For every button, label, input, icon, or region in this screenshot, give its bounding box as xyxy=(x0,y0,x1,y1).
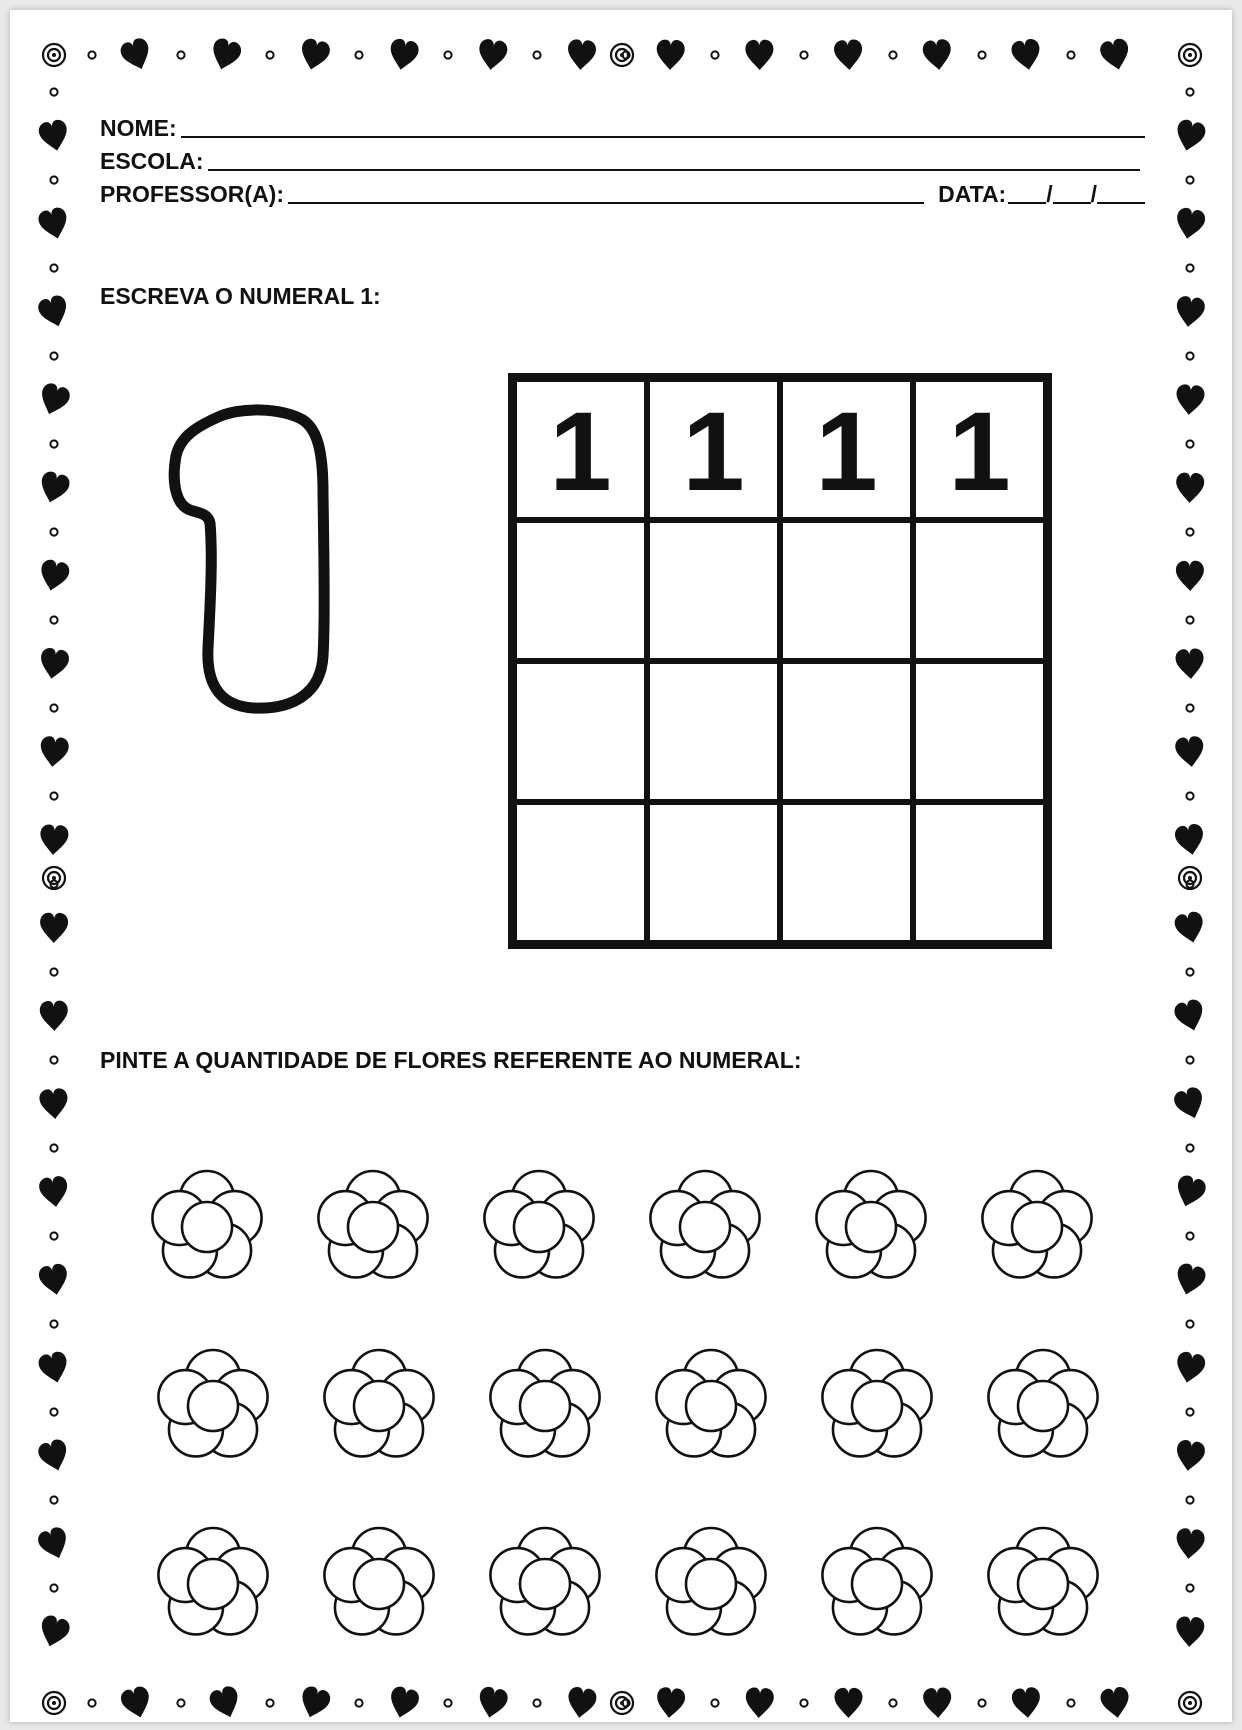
dot-ornament-icon xyxy=(1186,1496,1193,1503)
heart-icon xyxy=(39,824,69,856)
date-month-blank[interactable] xyxy=(1053,180,1091,204)
heart-icon xyxy=(1175,648,1205,680)
dot-ornament-icon xyxy=(50,792,57,799)
school-label: ESCOLA: xyxy=(100,148,204,174)
grid-cell[interactable] xyxy=(514,661,647,802)
dot-ornament-icon xyxy=(800,1699,807,1706)
date-separator-2: / xyxy=(1090,181,1097,207)
heart-icon xyxy=(1172,1085,1208,1123)
heart-icon xyxy=(835,1688,863,1718)
dot-ornament-icon xyxy=(978,51,985,58)
dot-ornament-icon xyxy=(1186,1144,1193,1151)
dot-ornament-icon xyxy=(50,1408,57,1415)
dot-ornament-icon xyxy=(1186,1408,1193,1415)
heart-icon xyxy=(1174,295,1206,329)
heart-icon xyxy=(566,39,597,72)
heart-icon xyxy=(40,913,69,944)
dot-ornament-icon xyxy=(355,51,362,58)
heart-icon xyxy=(1175,384,1206,417)
name-blank-line[interactable] xyxy=(181,114,1145,138)
target-ornament-icon xyxy=(43,44,65,66)
dot-ornament-icon xyxy=(711,1699,718,1706)
dot-ornament-icon xyxy=(50,1320,57,1327)
dot-ornament-icon xyxy=(1186,704,1193,711)
dot-ornament-icon xyxy=(50,88,57,95)
dot-ornament-icon xyxy=(50,1056,57,1063)
heart-icon xyxy=(922,38,953,71)
grid-numeral: 1 xyxy=(948,388,1011,514)
dot-ornament-icon xyxy=(889,51,896,58)
heart-icon xyxy=(36,381,72,419)
dot-ornament-icon xyxy=(266,51,273,58)
grid-cell[interactable] xyxy=(780,520,913,661)
heart-icon xyxy=(1173,910,1207,946)
dot-ornament-icon xyxy=(444,51,451,58)
dot-ornament-icon xyxy=(177,51,184,58)
dot-ornament-icon xyxy=(50,704,57,711)
date-label: DATA: xyxy=(938,181,1007,207)
heart-icon xyxy=(1173,1350,1207,1385)
grid-cell[interactable] xyxy=(514,802,647,943)
dot-ornament-icon xyxy=(800,51,807,58)
heart-icon xyxy=(119,1685,154,1722)
grid-numeral: 1 xyxy=(549,388,612,514)
target-ornament-icon xyxy=(43,867,65,889)
heart-icon xyxy=(37,206,72,242)
grid-cell[interactable] xyxy=(913,379,1046,520)
grid-cell[interactable] xyxy=(647,661,780,802)
dot-ornament-icon xyxy=(1186,88,1193,95)
heart-icon xyxy=(36,293,72,330)
dot-ornament-icon xyxy=(1186,264,1193,271)
numeral-one-outline[interactable] xyxy=(168,398,358,728)
dot-ornament-icon xyxy=(1186,1056,1193,1063)
teacher-label: PROFESSOR(A): xyxy=(100,181,284,207)
heart-icon xyxy=(1010,38,1043,73)
school-field-row[interactable] xyxy=(100,145,1140,175)
heart-icon xyxy=(1173,206,1206,241)
dot-ornament-icon xyxy=(50,1144,57,1151)
heart-icon xyxy=(745,1687,775,1719)
heart-icon xyxy=(36,470,71,507)
grid-cell[interactable] xyxy=(514,520,647,661)
dot-ornament-icon xyxy=(1186,176,1193,183)
grid-numeral: 1 xyxy=(815,388,878,514)
grid-numeral: 1 xyxy=(682,388,745,514)
heart-icon xyxy=(1175,1527,1206,1560)
heart-icon xyxy=(207,1684,243,1722)
target-ornament-icon xyxy=(1179,867,1201,889)
heart-icon xyxy=(1011,1686,1042,1719)
heart-icon xyxy=(37,558,71,594)
dot-ornament-icon xyxy=(1186,1232,1193,1239)
dot-ornament-icon xyxy=(50,968,57,975)
target-ornament-icon xyxy=(1179,44,1201,66)
heart-icon xyxy=(1173,118,1207,154)
dot-ornament-icon xyxy=(889,1699,896,1706)
heart-icon xyxy=(38,647,71,682)
target-ornament-icon xyxy=(1179,1692,1201,1714)
heart-icon xyxy=(36,1613,72,1650)
dot-ornament-icon xyxy=(533,51,540,58)
dot-ornament-icon xyxy=(1186,792,1193,799)
heart-icon xyxy=(476,1685,510,1720)
heart-icon xyxy=(565,1686,597,1720)
grid-cell[interactable] xyxy=(647,379,780,520)
date-year-blank[interactable] xyxy=(1097,180,1145,204)
grid-cell[interactable] xyxy=(913,661,1046,802)
heart-icon xyxy=(1174,735,1205,768)
dot-ornament-icon xyxy=(1186,616,1193,623)
dot-ornament-icon xyxy=(50,1496,57,1503)
dot-ornament-icon xyxy=(444,1699,451,1706)
dot-ornament-icon xyxy=(1186,1584,1193,1591)
dot-ornament-icon xyxy=(50,176,57,183)
grid-cell[interactable] xyxy=(647,520,780,661)
dot-ornament-icon xyxy=(50,616,57,623)
dot-ornament-icon xyxy=(50,440,57,447)
dot-ornament-icon xyxy=(88,51,95,58)
heart-icon xyxy=(118,36,155,74)
dot-ornament-icon xyxy=(50,1584,57,1591)
dot-ornament-icon xyxy=(177,1699,184,1706)
heart-icon xyxy=(39,1000,68,1031)
grid-cell[interactable] xyxy=(514,379,647,520)
heart-icon xyxy=(1174,1439,1206,1473)
date-separator-1: / xyxy=(1046,181,1053,207)
heart-icon xyxy=(656,39,685,70)
heart-icon xyxy=(387,37,420,72)
heart-icon xyxy=(37,118,71,153)
heart-icon xyxy=(1173,1262,1208,1298)
dot-ornament-icon xyxy=(1186,1320,1193,1327)
dot-ornament-icon xyxy=(50,1232,57,1239)
name-field-row[interactable] xyxy=(100,112,1145,142)
heart-icon xyxy=(655,1686,686,1719)
dot-ornament-icon xyxy=(1186,968,1193,975)
writing-grid xyxy=(508,373,1052,949)
name-label: NOME: xyxy=(100,115,177,141)
dot-ornament-icon xyxy=(1067,1699,1074,1706)
heart-icon xyxy=(1175,1616,1205,1648)
heart-icon xyxy=(745,40,774,71)
section-paint-title: PINTE A QUANTIDADE DE FLORES REFERENTE AO NUMERAL: xyxy=(100,1047,802,1073)
heart-icon xyxy=(38,1175,70,1209)
dot-ornament-icon xyxy=(533,1699,540,1706)
heart-icon xyxy=(38,735,69,768)
dot-ornament-icon xyxy=(50,352,57,359)
dot-ornament-icon xyxy=(1186,352,1193,359)
heart-icon xyxy=(39,1088,70,1121)
heart-icon xyxy=(37,1262,70,1297)
heart-icon xyxy=(923,1687,953,1719)
grid-cell[interactable] xyxy=(913,520,1046,661)
dot-ornament-icon xyxy=(1186,440,1193,447)
heart-icon xyxy=(1099,1686,1131,1720)
heart-icon xyxy=(1172,998,1207,1035)
school-blank-line[interactable] xyxy=(208,147,1141,171)
dot-ornament-icon xyxy=(88,1699,95,1706)
dot-ornament-icon xyxy=(50,528,57,535)
dot-ornament-icon xyxy=(50,264,57,271)
dot-ornament-icon xyxy=(266,1699,273,1706)
heart-icon xyxy=(833,39,863,71)
grid-cell[interactable] xyxy=(780,379,913,520)
grid-cell[interactable] xyxy=(913,802,1046,943)
dot-ornament-icon xyxy=(978,1699,985,1706)
grid-cell[interactable] xyxy=(647,802,780,943)
heart-icon xyxy=(37,1350,71,1386)
heart-icon xyxy=(1174,823,1207,858)
heart-icon xyxy=(477,38,509,72)
heart-icon xyxy=(297,1684,333,1721)
dot-ornament-icon xyxy=(355,1699,362,1706)
heart-icon xyxy=(1176,561,1205,592)
heart-icon xyxy=(297,37,331,73)
heart-icon xyxy=(386,1685,421,1721)
teacher-blank-line[interactable] xyxy=(288,180,924,204)
dot-ornament-icon xyxy=(711,51,718,58)
heart-icon xyxy=(1172,1173,1208,1210)
target-ornament-icon xyxy=(43,1692,65,1714)
dot-ornament-icon xyxy=(1186,528,1193,535)
grid-cell[interactable] xyxy=(780,802,913,943)
heart-icon xyxy=(36,1437,72,1474)
heart-icon xyxy=(208,36,244,73)
section-write-title: ESCREVA O NUMERAL 1: xyxy=(100,283,381,309)
heart-icon xyxy=(1098,37,1132,73)
date-day-blank[interactable] xyxy=(1008,180,1046,204)
grid-cell[interactable] xyxy=(780,661,913,802)
heart-icon xyxy=(36,1525,73,1563)
dot-ornament-icon xyxy=(1067,51,1074,58)
teacher-date-row[interactable] xyxy=(100,178,1145,208)
heart-icon xyxy=(1175,472,1204,503)
